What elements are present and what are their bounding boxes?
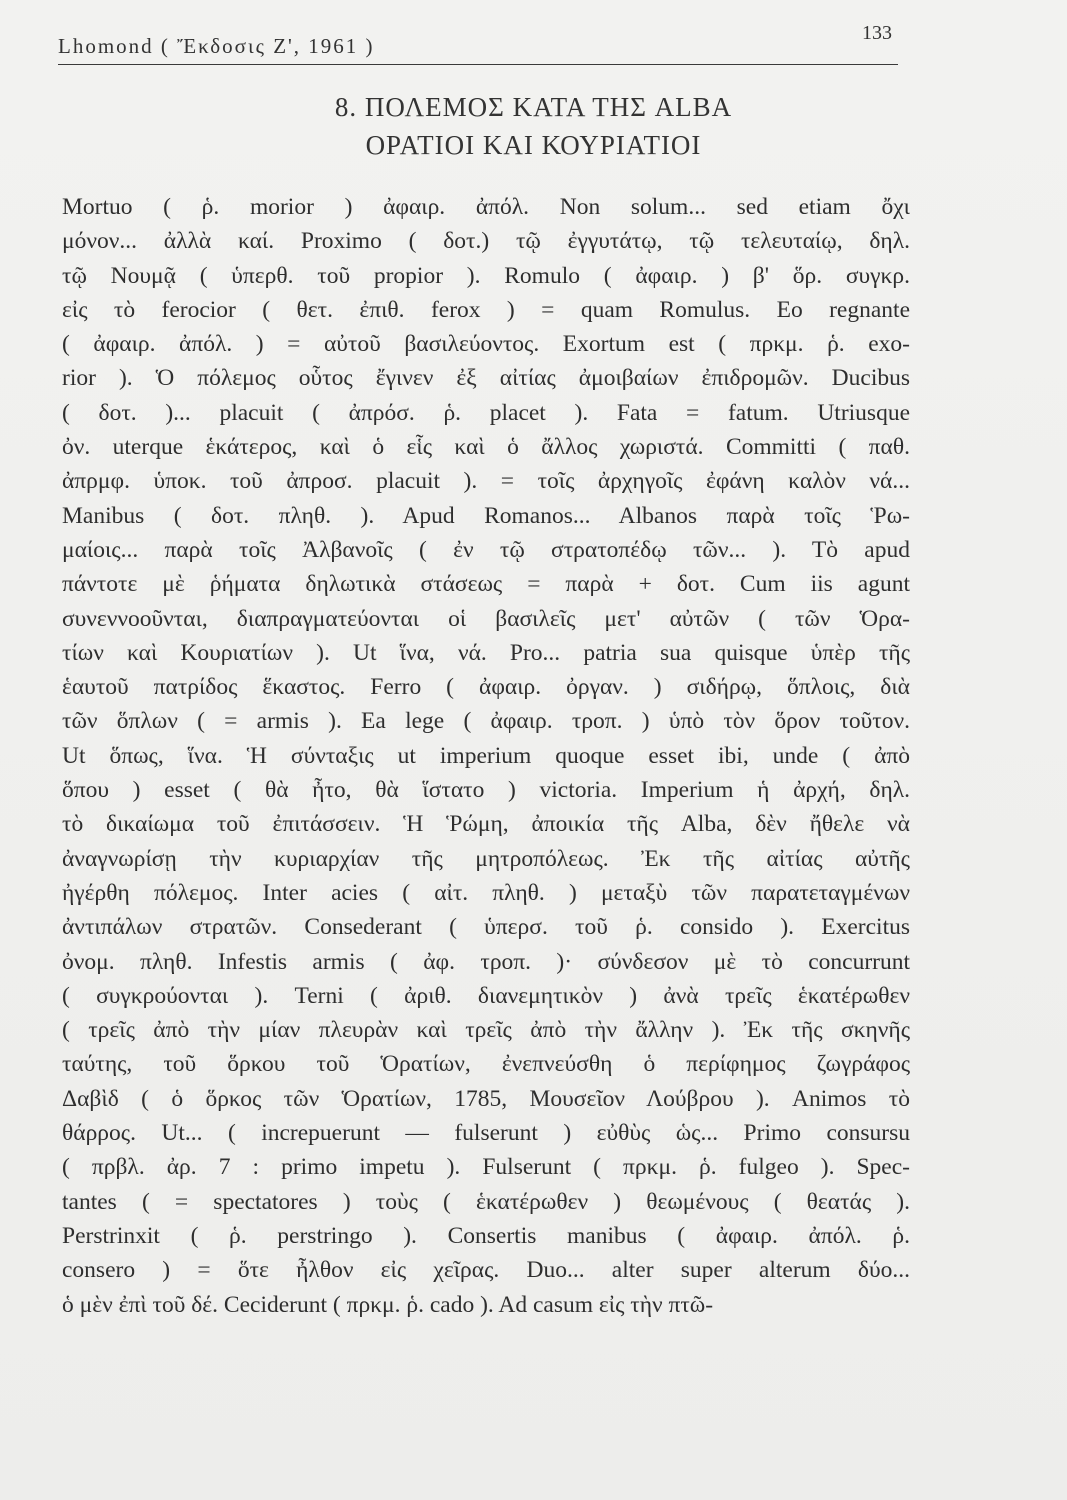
text-line: θάρρος. Ut... ( increpuerunt — fulserunt ) εὐθὺς ὡς... Primo consursu [62, 1120, 910, 1147]
running-title: Lhomond ( Ἔκδοσις Ζ', 1961 ) [58, 34, 375, 58]
text-line: ἠγέρθη πόλεμος. Inter acies ( αἰτ. πληθ. ) μεταξὺ τῶν παρατεταγμένων [62, 879, 910, 906]
text-line: ἀντιπάλων στρατῶν. Consederant ( ὑπερσ. τοῦ ῥ. consido ). Exercitus [62, 914, 910, 941]
commentary-text [62, 190, 910, 1322]
chapter-subtitle: ΟΡΑΤΙΟΙ ΚΑΙ ΚΟΥΡΙΑΤΙΟΙ [365, 130, 702, 160]
text-line: Δαβὶδ ( ὁ ὅρκος τῶν Ὁρατίων, 1785, Μουσεῖον Λούβρου ). Animos τὸ [62, 1085, 910, 1112]
text-line: ὅπου ) esset ( θὰ ἦτο, θὰ ἵστατο ) victoria. Imperium ἡ ἀρχή, δηλ. [62, 777, 910, 804]
text-line: ( συγκρούονται ). Terni ( ἀριθ. διανεμητικὸν ) ἀνὰ τρεῖς ἑκατέρωθεν [62, 982, 910, 1009]
running-header [58, 22, 898, 65]
text-line: μόνον... ἀλλὰ καί. Proximo ( δοτ.) τῷ ἐγγυτάτῳ, τῷ τελευταίῳ, δηλ. [62, 228, 910, 255]
text-line: ταύτης, τοῦ ὅρκου τοῦ Ὁρατίων, ἐνεπνεύσθη ὁ περίφημος ζωγράφος [62, 1051, 910, 1078]
text-line: εἰς τὸ ferocior ( θετ. ἐπιθ. ferox ) = quam Romulus. Eo regnante [62, 296, 910, 323]
text-line: τῶν ὅπλων ( = armis ). Ea lege ( ἀφαιρ. τροπ. ) ὑπὸ τὸν ὅρον τοῦτον. [62, 708, 910, 735]
text-line: ἀπρμφ. ὑποκ. τοῦ ἀπροσ. placuit ). = τοῖς ἀρχηγοῖς ἐφάνη καλὸν νά... [62, 468, 910, 495]
text-line: tantes ( = spectatores ) τοὺς ( ἑκατέρωθεν ) θεωμένους ( θεατάς ). [62, 1188, 910, 1215]
text-line: πάντοτε μὲ ῥήματα δηλωτικὰ στάσεως = παρὰ + δοτ. Cum iis agunt [62, 571, 910, 598]
text-line: ὀν. uterque ἑκάτερος, καὶ ὁ εἷς καὶ ὁ ἄλλος χωριστά. Committi ( παθ. [62, 434, 910, 461]
text-line: Manibus ( δοτ. πληθ. ). Apud Romanos... Albanos παρὰ τοῖς Ῥω- [62, 502, 910, 529]
text-line: Mortuo ( ῥ. morior ) ἀφαιρ. ἀπόλ. Non solum... sed etiam ὄχι [62, 194, 910, 220]
text-line: τῷ Νουμᾷ ( ὑπερθ. τοῦ propior ). Romulo ( ἀφαιρ. ) β' ὅρ. συγκρ. [62, 262, 910, 289]
text-line: συνεννοοῦνται, διαπραγματεύονται οἱ βασιλεῖς μετ' αὐτῶν ( τῶν Ὁρα- [62, 605, 910, 632]
text-line: τίων καὶ Κουριατίων ). Ut ἵνα, νά. Pro... patria sua quisque ὑπὲρ τῆς [62, 639, 910, 666]
page-number: 133 [862, 22, 892, 44]
text-line: τὸ δικαίωμα τοῦ ἐπιτάσσειν. Ἡ Ῥώμη, ἀποικία τῆς Alba, δὲν ἤθελε νὰ [62, 811, 910, 838]
text-line: ( τρεῖς ἀπὸ τὴν μίαν πλευρὰν καὶ τρεῖς ἀπὸ τὴν ἄλλην ). Ἐκ τῆς σκηνῆς [62, 1017, 910, 1044]
text-line: ὀνομ. πληθ. Infestis armis ( ἀφ. τροπ. )· σύνδεσον μὲ τὸ concurrunt [62, 948, 910, 975]
text-line: ( πρβλ. ἀρ. 7 : primo impetu ). Fulserunt ( πρκμ. ῥ. fulgeo ). Spec- [62, 1154, 910, 1181]
text-line: rior ). Ὁ πόλεμος οὗτος ἔγινεν ἐξ αἰτίας ἀμοιβαίων ἐπιδρομῶν. Ducibus [62, 365, 910, 392]
text-line: ( ἀφαιρ. ἀπόλ. ) = αὐτοῦ βασιλεύοντος. Exortum est ( πρκμ. ῥ. exo- [62, 331, 910, 358]
text-line: consero ) = ὅτε ἦλθον εἰς χεῖρας. Duo... alter super alterum δύο... [62, 1257, 910, 1284]
text-line: ἀναγνωρίσῃ τὴν κυριαρχίαν τῆς μητροπόλεως. Ἐκ τῆς αἰτίας αὐτῆς [62, 845, 910, 872]
text-line: ὁ μὲν ἐπὶ τοῦ δέ. Ceciderunt ( πρκμ. ῥ. cado ). Ad casum εἰς τὴν πτῶ- [62, 1291, 714, 1318]
text-line: μαίοις... παρὰ τοῖς Ἀλβανοῖς ( ἐν τῷ στρατοπέδῳ τῶν... ). Τὸ apud [62, 536, 910, 563]
text-line: Perstrinxit ( ῥ. perstringo ). Consertis manibus ( ἀφαιρ. ἀπόλ. ῥ. [62, 1222, 910, 1249]
chapter-title: 8. ΠΟΛΕΜΟΣ ΚΑΤΑ ΤΗΣ ALBA [334, 92, 733, 122]
text-line: ( δοτ. )... placuit ( ἀπρόσ. ῥ. placet ). Fata = fatum. Utriusque [62, 399, 910, 426]
text-line: Ut ὅπως, ἵνα. Ἡ σύνταξις ut imperium quoque esset ibi, unde ( ἀπὸ [62, 742, 910, 769]
text-line: ἑαυτοῦ πατρίδος ἕκαστος. Ferro ( ἀφαιρ. ὀργαν. ) σιδήρῳ, ὅπλοις, διὰ [62, 674, 910, 701]
